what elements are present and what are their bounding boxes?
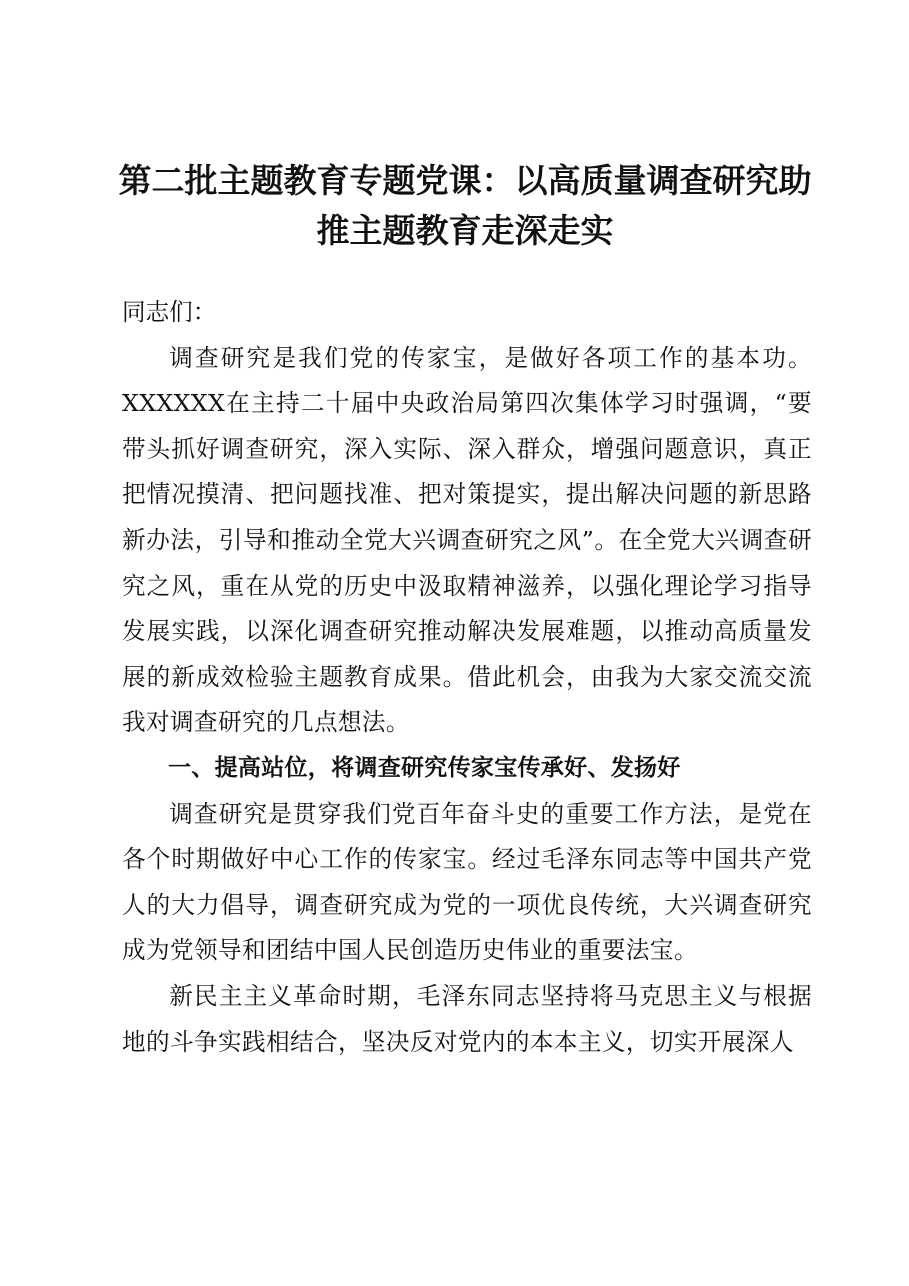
- salutation: 同志们：: [122, 298, 217, 326]
- section-1-paragraph-1: 调查研究是贯穿我们党百年奋斗史的重要工作方法，是党在各个时期做好中心工作的传家宝。经过毛泽东同志等中国共产党人的大力倡导，调查研究成为党的一项优良传统，大兴调查研究成为党领导和团结中国人民创造历史伟业的重要法宝。: [122, 799, 812, 965]
- document-title-line-1: 第二批主题教育专题党课：以高质量调查研究助: [118, 161, 812, 200]
- document-body: [122, 290, 812, 1065]
- section-heading-1: 一、提高站位，将调查研究传家宝传承好、发扬好: [168, 754, 681, 781]
- intro-paragraph: 调查研究是我们党的传家宝，是做好各项工作的基本功。XXXXXX在主持二十届中央政治局第四次集体学习时强调，“要带头抓好调查研究，深入实际、深入群众，增强问题意识，真正把情况摸清、把问题找准、把对策提实，提出解决问题的新思路新办法，引导和推动全党大兴调查研究之风”。在全党大兴调查研究之风，重在从党的历史中汲取精神滋养，以强化理论学习指导发展实践，以深化调查研究推动解决发展难题，以推动高质量发展的新成效检验主题教育成果。借此机会，由我为大家交流交流我对调查研究的几点想法。: [122, 343, 812, 737]
- document-title-line-2: 推主题教育走深走实: [316, 211, 614, 250]
- section-1-paragraph-2: 新民主主义革命时期，毛泽东同志坚持将马克思主义与根据地的斗争实践相结合，坚决反对党内的本本主义，切实开展深人: [122, 981, 812, 1056]
